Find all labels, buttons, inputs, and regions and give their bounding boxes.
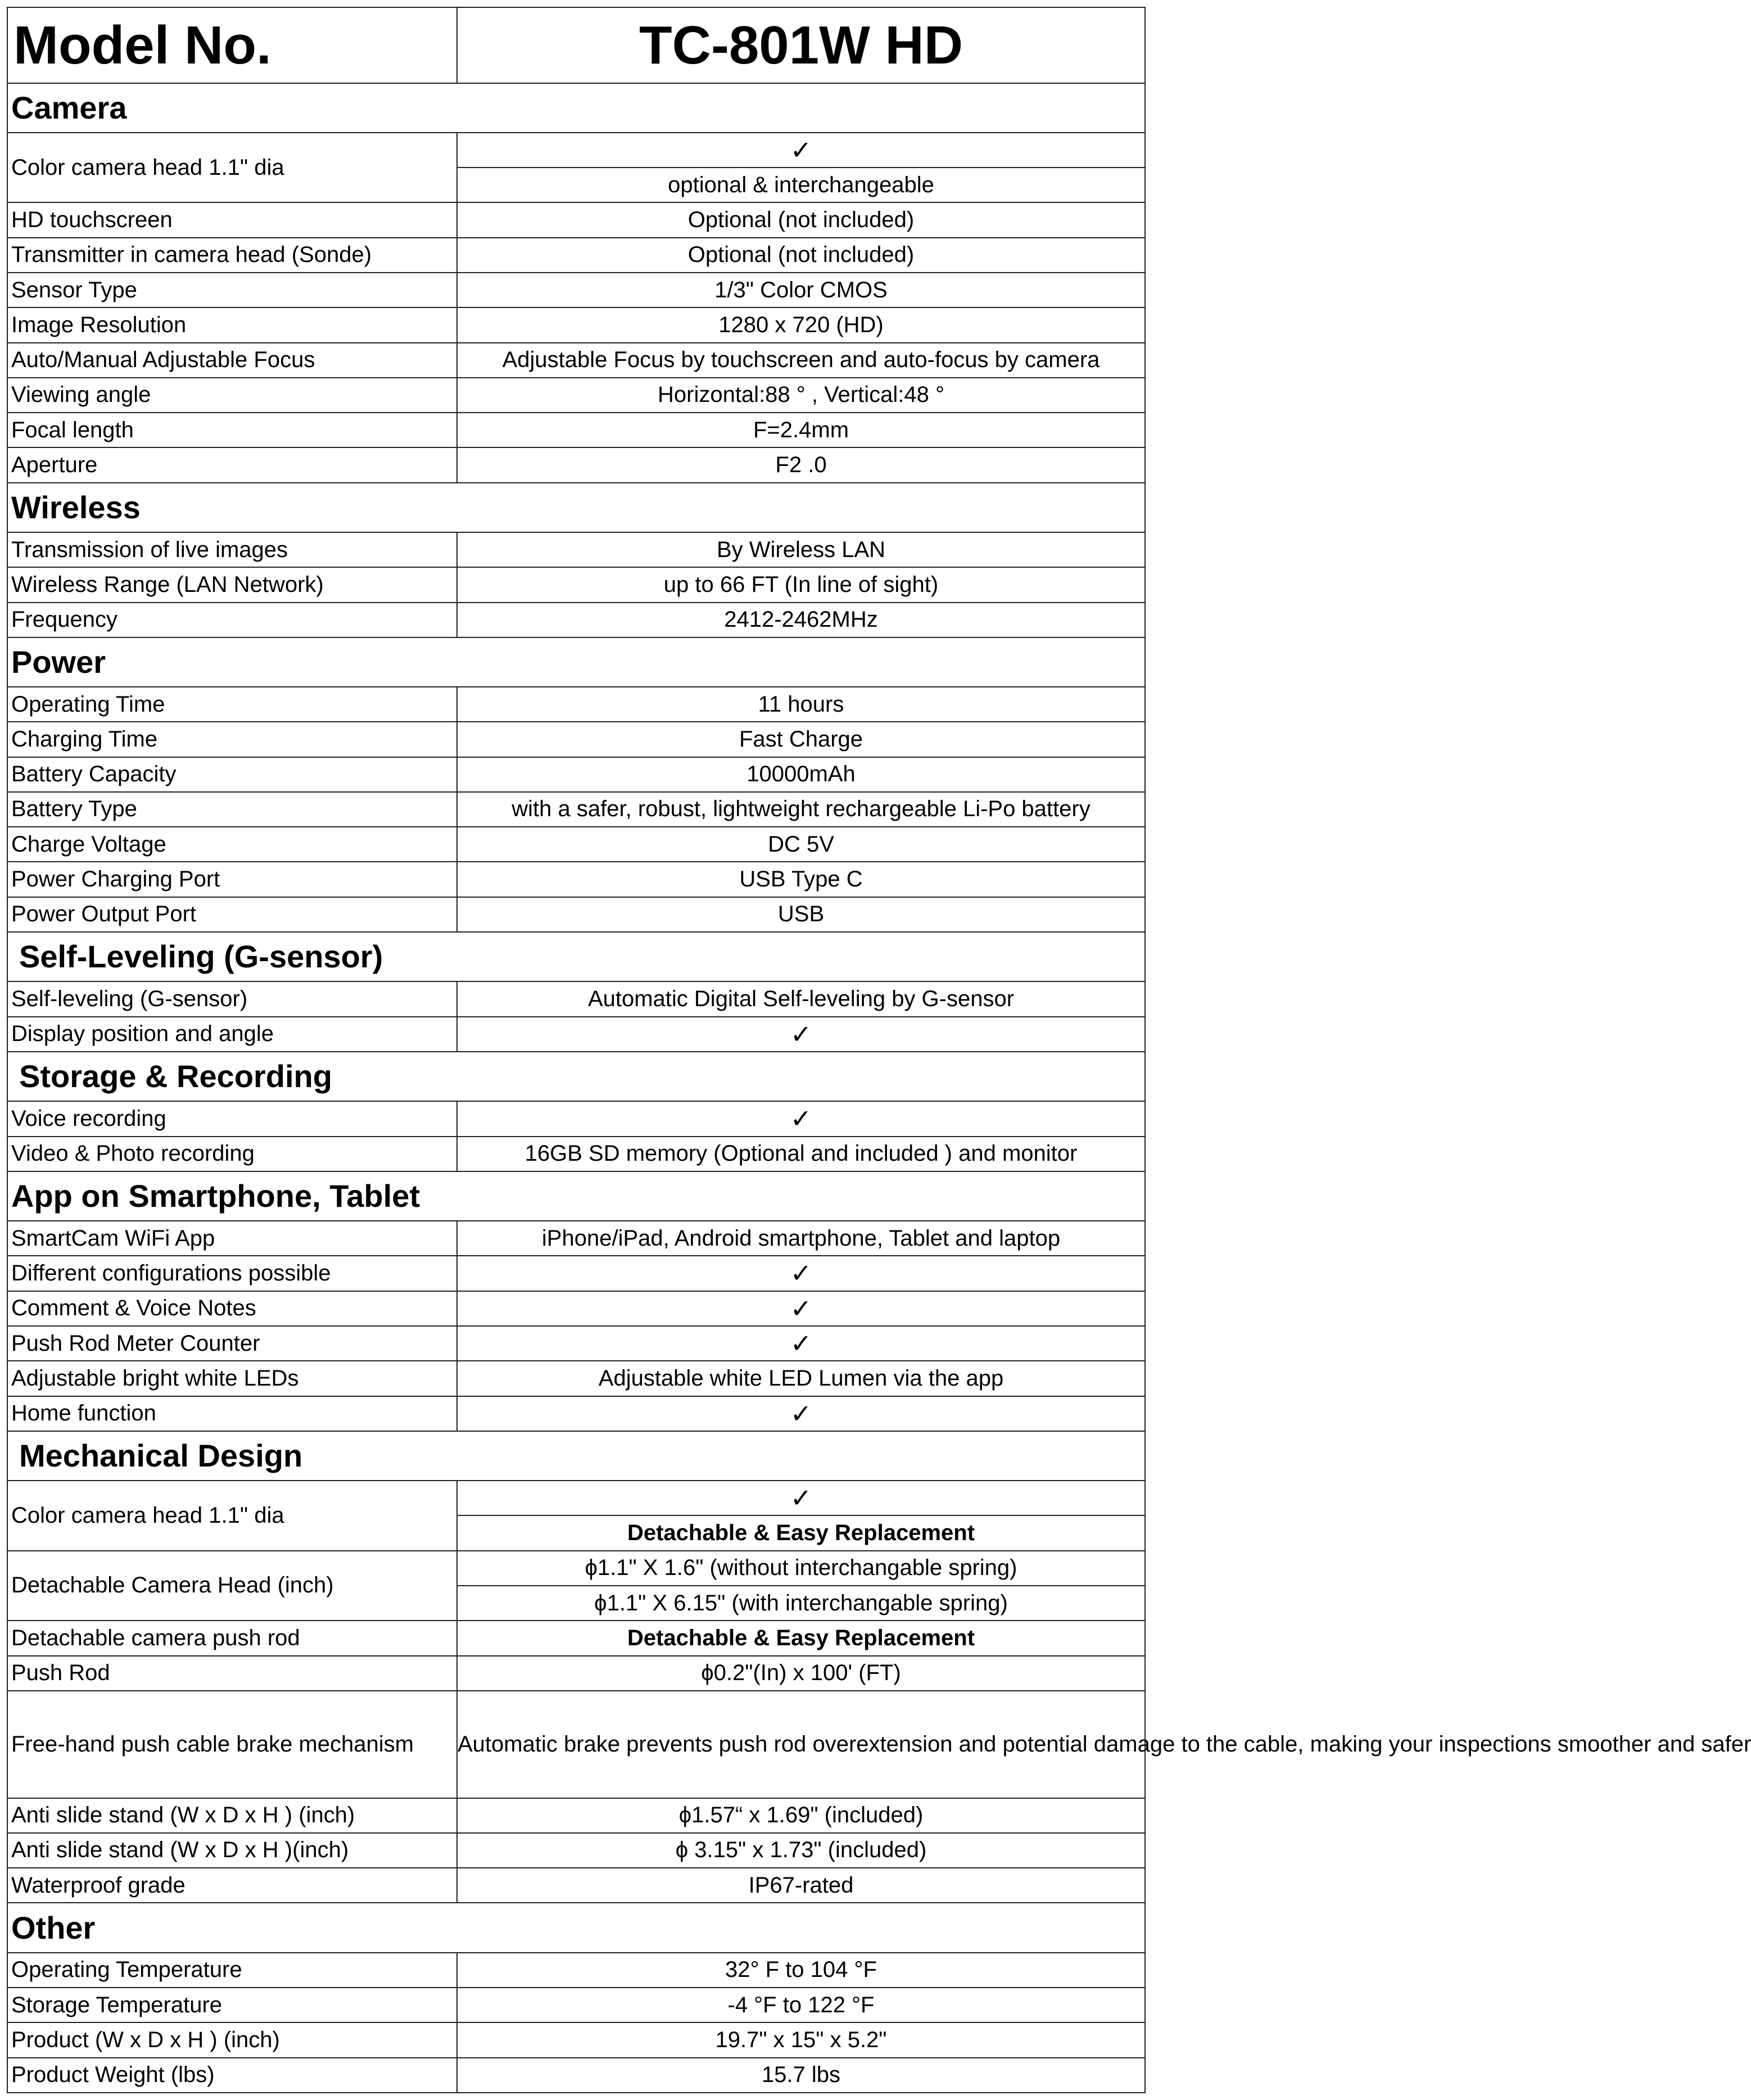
table-row: [7, 1326, 1145, 1361]
section-title: Mechanical Design: [7, 1431, 1145, 1481]
row-value: F=2.4mm: [457, 413, 1145, 447]
table-row: [7, 981, 1145, 1016]
row-label: Video & Photo recording: [7, 1137, 457, 1171]
table-row: [7, 133, 1145, 168]
section-title: App on Smartphone, Tablet: [7, 1171, 1145, 1221]
table-row: [7, 1551, 1145, 1586]
table-row: [7, 273, 1145, 307]
row-label: Detachable camera push rod: [7, 1621, 457, 1655]
row-value: Optional (not included): [457, 238, 1145, 273]
table-row: [7, 1361, 1145, 1396]
row-value: Adjustable Focus by touchscreen and auto-focus by camera: [457, 343, 1145, 378]
row-label: Power Output Port: [7, 897, 457, 932]
row-label: Color camera head 1.1" dia: [7, 133, 457, 203]
row-label: Auto/Manual Adjustable Focus: [7, 343, 457, 378]
row-value: 10000mAh: [457, 757, 1145, 792]
check-mark: ✓: [457, 1396, 1145, 1431]
section-title: Storage & Recording: [7, 1052, 1145, 1101]
check-mark: ✓: [457, 133, 1145, 168]
row-value: USB Type C: [457, 862, 1145, 897]
table-row: [7, 1291, 1145, 1326]
row-label: Different configurations possible: [7, 1256, 457, 1291]
table-row: [7, 827, 1145, 862]
table-row: [7, 1988, 1145, 2022]
row-label: HD touchscreen: [7, 202, 457, 237]
row-label: Power Charging Port: [7, 862, 457, 897]
table-row: [7, 1953, 1145, 1988]
row-label: Aperture: [7, 447, 457, 482]
check-mark: ✓: [457, 1481, 1145, 1515]
table-row: [7, 1691, 1145, 1798]
row-value: 19.7" x 15" x 5.2": [457, 2022, 1145, 2057]
row-value: iPhone/iPad, Android smartphone, Tablet and laptop: [457, 1221, 1145, 1256]
row-label: Operating Temperature: [7, 1953, 457, 1988]
spec-table: [7, 7, 1751, 2093]
row-value: IP67-rated: [457, 1868, 1145, 1903]
table-row: [7, 1798, 1145, 1833]
section-title: Self-Leveling (G-sensor): [7, 932, 1145, 981]
row-label: SmartCam WiFi App: [7, 1221, 457, 1256]
row-label: Product (W x D x H ) (inch): [7, 2022, 457, 2057]
row-value: 16GB SD memory (Optional and included ) and monitor: [457, 1137, 1145, 1171]
table-row: [7, 722, 1145, 757]
table-row: [7, 1868, 1145, 1903]
table-row: [7, 447, 1145, 482]
table-row: [7, 792, 1145, 827]
row-label: Home function: [7, 1396, 457, 1431]
row-value: 1280 x 720 (HD): [457, 307, 1145, 342]
row-value: USB: [457, 897, 1145, 932]
check-mark: ✓: [457, 1291, 1145, 1326]
row-value: ϕ1.1" X 6.15" (with interchangable spring): [457, 1586, 1145, 1621]
section-mechanical: [7, 1431, 1145, 1481]
row-value: ϕ0.2"(In) x 100' (FT): [457, 1656, 1145, 1691]
table-row: [7, 2058, 1145, 2093]
section-title: Other: [7, 1903, 1145, 1952]
table-row: [7, 1017, 1145, 1052]
row-label: Display position and angle: [7, 1017, 457, 1052]
row-label: Anti slide stand (W x D x H )(inch): [7, 1833, 457, 1868]
row-label: Transmitter in camera head (Sonde): [7, 238, 457, 273]
model-number: TC-801W HD: [457, 7, 1145, 83]
row-label: Adjustable bright white LEDs: [7, 1361, 457, 1396]
row-label: Product Weight (lbs): [7, 2058, 457, 2093]
row-label: Push Rod Meter Counter: [7, 1326, 457, 1361]
section-storage: [7, 1052, 1145, 1101]
row-label: Sensor Type: [7, 273, 457, 307]
row-value: Optional (not included): [457, 202, 1145, 237]
table-row: [7, 1833, 1145, 1868]
section-other: [7, 1903, 1145, 1952]
row-label: Operating Time: [7, 687, 457, 722]
row-value: Fast Charge: [457, 722, 1145, 757]
row-value: 1/3" Color CMOS: [457, 273, 1145, 307]
row-value: DC 5V: [457, 827, 1145, 862]
section-wireless: [7, 483, 1145, 532]
table-row: [7, 687, 1145, 722]
section-self-leveling: [7, 932, 1145, 981]
row-value: Adjustable white LED Lumen via the app: [457, 1361, 1145, 1396]
row-label: Battery Type: [7, 792, 457, 827]
section-title: Power: [7, 637, 1145, 687]
table-row: [7, 413, 1145, 447]
row-value: optional & interchangeable: [457, 168, 1145, 202]
row-label: Free-hand push cable brake mechanism: [7, 1691, 457, 1798]
row-label: Battery Capacity: [7, 757, 457, 792]
section-title: Camera: [7, 83, 1145, 133]
table-row: [7, 532, 1145, 567]
table-row: [7, 603, 1145, 637]
row-label: Color camera head 1.1" dia: [7, 1481, 457, 1551]
row-label: Comment & Voice Notes: [7, 1291, 457, 1326]
table-row: [7, 862, 1145, 897]
row-label: Anti slide stand (W x D x H ) (inch): [7, 1798, 457, 1833]
row-label: Self-leveling (G-sensor): [7, 981, 457, 1016]
row-value: with a safer, robust, lightweight rechargeable Li-Po battery: [457, 792, 1145, 827]
row-label: Charge Voltage: [7, 827, 457, 862]
table-row: [7, 1137, 1145, 1171]
row-value: Detachable & Easy Replacement: [457, 1515, 1145, 1550]
row-label: Image Resolution: [7, 307, 457, 342]
section-app: [7, 1171, 1145, 1221]
row-value: By Wireless LAN: [457, 532, 1145, 567]
row-value: ϕ1.57“ x 1.69" (included): [457, 1798, 1145, 1833]
table-row: [7, 1481, 1145, 1515]
table-row: [7, 1221, 1145, 1256]
row-value: 2412-2462MHz: [457, 603, 1145, 637]
row-value: 32° F to 104 °F: [457, 1953, 1145, 1988]
section-power: [7, 637, 1145, 687]
row-label: Viewing angle: [7, 378, 457, 413]
table-row: [7, 897, 1145, 932]
check-mark: ✓: [457, 1326, 1145, 1361]
row-label: Voice recording: [7, 1101, 457, 1136]
table-row: [7, 238, 1145, 273]
row-value: Detachable & Easy Replacement: [457, 1621, 1145, 1655]
row-value: ϕ 3.15" x 1.73" (included): [457, 1833, 1145, 1868]
table-row: [7, 202, 1145, 237]
section-title: Wireless: [7, 483, 1145, 532]
row-value: Automatic brake prevents push rod overextension and potential damage to the cable, making your inspections smoother and safer: [457, 1691, 1145, 1798]
row-label: Focal length: [7, 413, 457, 447]
row-value: Automatic Digital Self-leveling by G-sensor: [457, 981, 1145, 1016]
table-row: [7, 1621, 1145, 1655]
header-row: [7, 7, 1145, 83]
row-value: Horizontal:88 ° , Vertical:48 °: [457, 378, 1145, 413]
row-value: -4 °F to 122 °F: [457, 1988, 1145, 2022]
row-value: up to 66 FT (In line of sight): [457, 567, 1145, 602]
row-value: ϕ1.1" X 1.6" (without interchangable spring): [457, 1551, 1145, 1586]
table-row: [7, 1656, 1145, 1691]
model-label: Model No.: [7, 7, 457, 83]
table-row: [7, 757, 1145, 792]
row-label: Wireless Range (LAN Network): [7, 567, 457, 602]
table-row: [7, 1256, 1145, 1291]
table-row: [7, 307, 1145, 342]
table-row: [7, 567, 1145, 602]
table-row: [7, 1396, 1145, 1431]
table-row: [7, 378, 1145, 413]
table-row: [7, 343, 1145, 378]
section-camera: [7, 83, 1145, 133]
row-value: F2 .0: [457, 447, 1145, 482]
row-value: 11 hours: [457, 687, 1145, 722]
row-label: Transmission of live images: [7, 532, 457, 567]
row-label: Frequency: [7, 603, 457, 637]
check-mark: ✓: [457, 1256, 1145, 1291]
row-label: Charging Time: [7, 722, 457, 757]
table-row: [7, 2022, 1145, 2057]
check-mark: ✓: [457, 1017, 1145, 1052]
row-label: Storage Temperature: [7, 1988, 457, 2022]
row-label: Push Rod: [7, 1656, 457, 1691]
row-label: Waterproof grade: [7, 1868, 457, 1903]
check-mark: ✓: [457, 1101, 1145, 1136]
row-label: Detachable Camera Head (inch): [7, 1551, 457, 1621]
table-row: [7, 1101, 1145, 1136]
row-value: 15.7 lbs: [457, 2058, 1145, 2093]
